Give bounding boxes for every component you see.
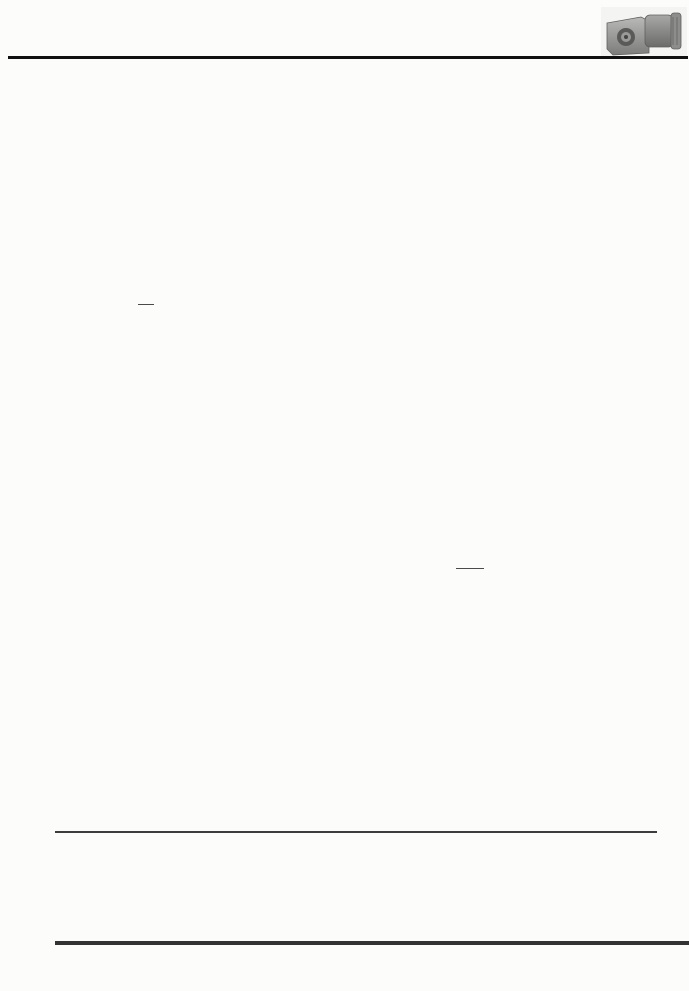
header-rule: [8, 56, 688, 59]
fbl-chart: [50, 360, 342, 532]
fb1-chart: [392, 357, 688, 515]
inertia-formula-denominator: [138, 305, 154, 306]
inertia-formula: [133, 303, 154, 306]
ed-formula: [452, 567, 488, 570]
gearmotor-photo: [601, 7, 687, 59]
model-code-diagram: [40, 574, 688, 806]
ed-formula-denominator: [456, 569, 484, 570]
connection-table: [55, 831, 657, 833]
weight-table: [55, 941, 689, 945]
ed-formula-fraction: [456, 567, 484, 570]
gearmotor-photo-svg: [601, 7, 687, 59]
inertia-formula-fraction: [138, 303, 154, 306]
